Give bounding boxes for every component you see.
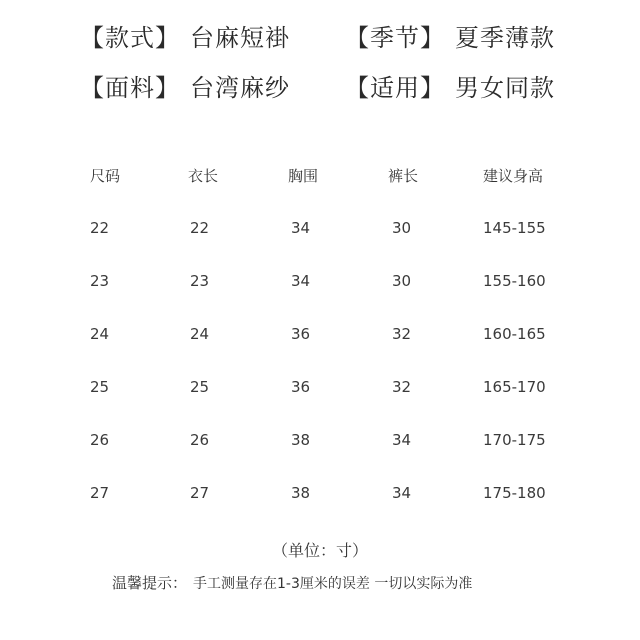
table-cell: 34 [392,431,412,449]
table-cell: 24 [90,325,110,343]
attr-fit [345,68,555,103]
table-cell: 175-180 [483,484,546,502]
table-cell: 27 [190,484,210,502]
table-cell: 22 [190,219,210,237]
header-length: 衣长 [188,167,219,185]
attr-key: 【面料】 [80,74,180,102]
tip-label: 温馨提示： [112,574,188,592]
table-cell: 30 [392,272,412,290]
table-cell: 32 [392,325,412,343]
table-cell: 22 [90,219,110,237]
attr-style [80,18,290,53]
tip-text: 手工测量存在1-3厘米的误差 一切以实际为准 [193,576,473,592]
attr-value: 男女同款 [455,74,555,102]
table-cell: 34 [392,484,412,502]
table-cell: 32 [392,378,412,396]
table-cell: 34 [291,219,311,237]
table-cell: 25 [90,378,110,396]
table-cell: 23 [90,272,110,290]
table-cell: 25 [190,378,210,396]
table-cell: 36 [291,378,311,396]
header-chest: 胸围 [288,167,319,185]
table-cell: 36 [291,325,311,343]
table-cell: 34 [291,272,311,290]
attr-season [345,18,555,53]
header-height: 建议身高 [483,167,544,185]
table-cell: 165-170 [483,378,546,396]
table-cell: 38 [291,484,311,502]
header-pants-length: 裤长 [388,167,419,185]
table-cell: 24 [190,325,210,343]
table-cell: 38 [291,431,311,449]
table-cell: 145-155 [483,219,546,237]
table-cell: 155-160 [483,272,546,290]
unit-note: （单位：寸） [271,541,368,560]
table-cell: 30 [392,219,412,237]
attr-value: 台麻短褂 [190,24,290,52]
header-size: 尺码 [90,167,121,185]
table-cell: 26 [190,431,210,449]
attr-key: 【款式】 [80,24,180,52]
table-cell: 26 [90,431,110,449]
attr-key: 【季节】 [345,24,445,52]
attr-fabric [80,68,290,103]
attr-key: 【适用】 [345,74,445,102]
table-cell: 160-165 [483,325,546,343]
warm-tip [112,572,472,593]
attr-value: 台湾麻纱 [190,74,290,102]
table-cell: 23 [190,272,210,290]
table-cell: 170-175 [483,431,546,449]
table-cell: 27 [90,484,110,502]
attr-value: 夏季薄款 [455,24,555,52]
